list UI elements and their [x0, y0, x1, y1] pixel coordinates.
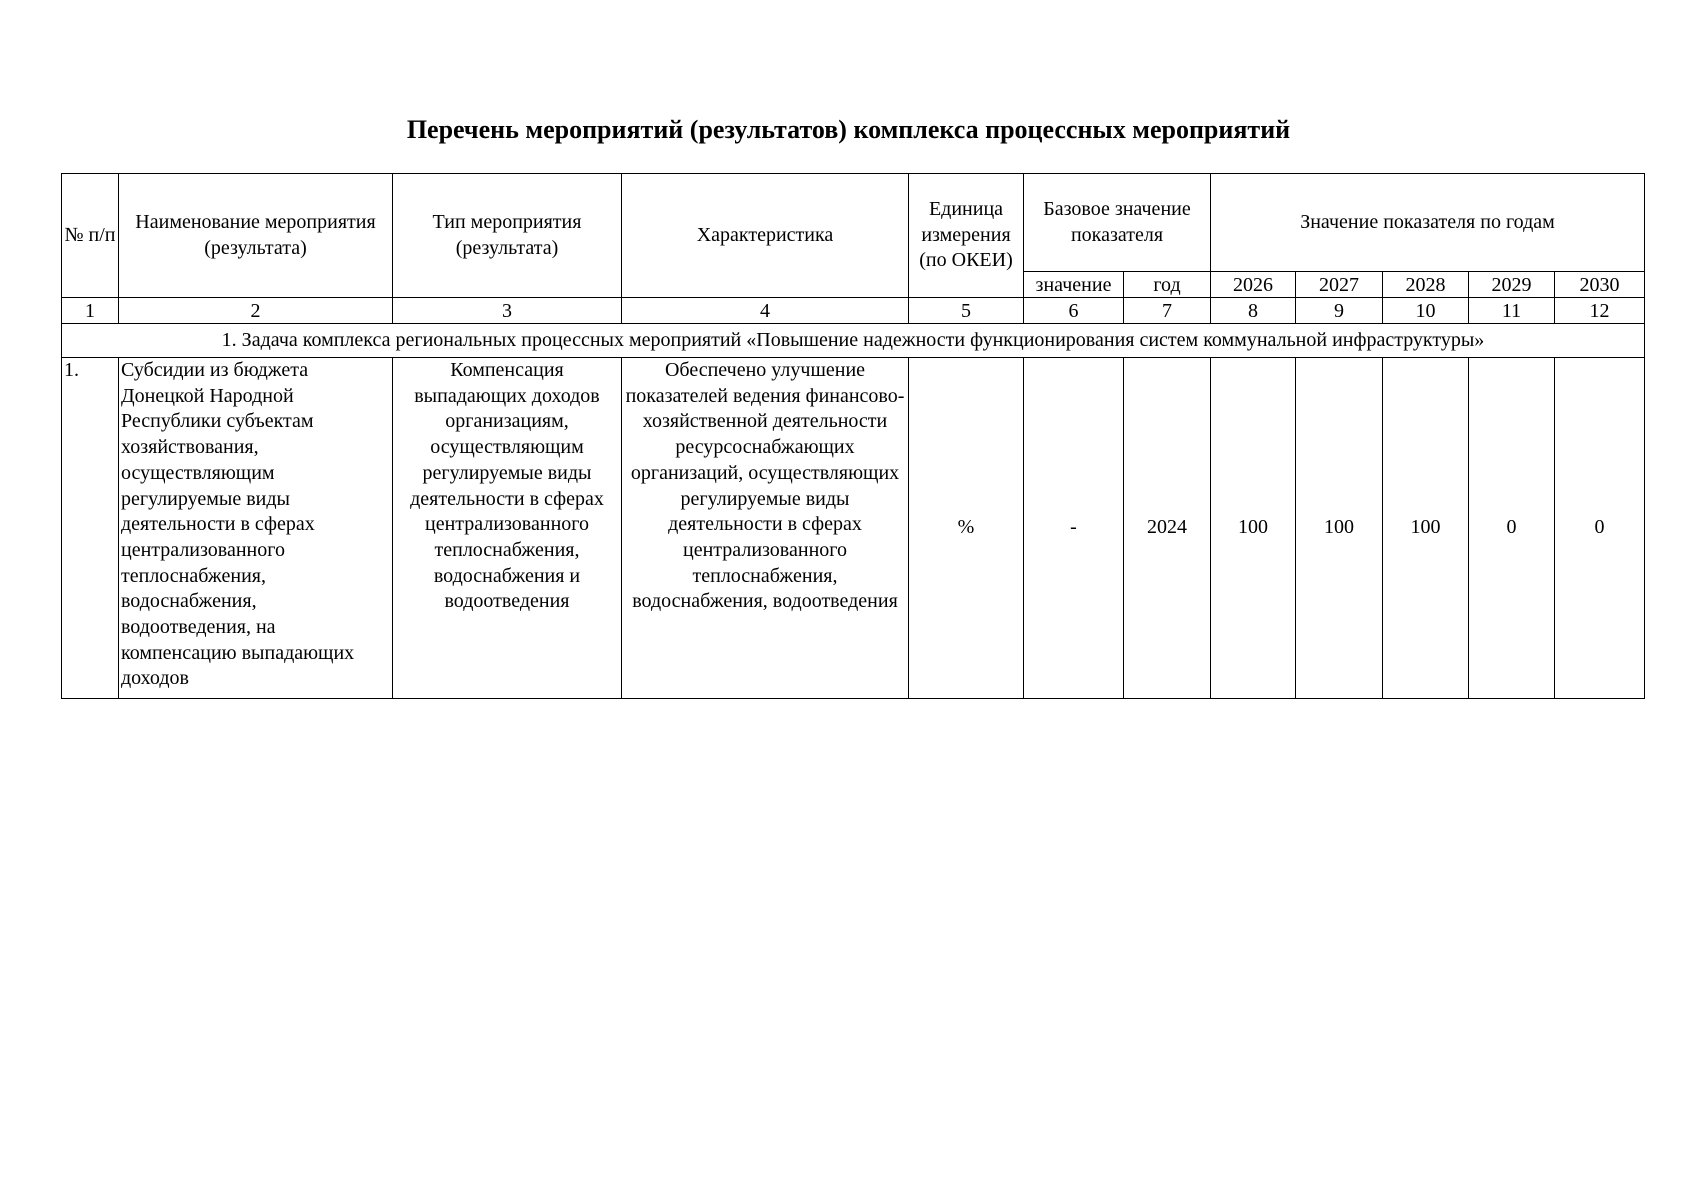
row-value-2030: 0 — [1555, 358, 1645, 699]
column-number: 9 — [1296, 298, 1383, 324]
header-name: Наименование мероприятия (результата) — [119, 174, 393, 298]
column-number: 8 — [1211, 298, 1296, 324]
table-row — [62, 358, 1645, 699]
header-base: Базовое значение показателя — [1024, 174, 1211, 272]
header-year: 2027 — [1296, 272, 1383, 298]
row-value-2026: 100 — [1211, 358, 1296, 699]
row-value-2027: 100 — [1296, 358, 1383, 699]
column-number: 2 — [119, 298, 393, 324]
header-unit: Единица измерения (по ОКЕИ) — [909, 174, 1024, 298]
header-row — [62, 174, 1645, 272]
header-type: Тип мероприятия (результата) — [393, 174, 622, 298]
row-num: 1. — [62, 358, 119, 699]
column-number: 12 — [1555, 298, 1645, 324]
header-years-title: Значение показателя по годам — [1211, 174, 1645, 272]
header-year: 2030 — [1555, 272, 1645, 298]
row-base-year: 2024 — [1124, 358, 1211, 699]
activities-table — [61, 173, 1645, 699]
row-unit: % — [909, 358, 1024, 699]
header-num: № п/п — [62, 174, 119, 298]
row-base-value: - — [1024, 358, 1124, 699]
row-name: Субсидии из бюджета Донецкой Народной Республики субъектам хозяйствования, осуществляющим регулируемые виды деятельности в сферах централизованного теплоснабжения, водоснабжения, водоотведения, на компенсацию выпадающих доходов — [119, 358, 393, 699]
task-title: 1. Задача комплекса региональных процессных мероприятий «Повышение надежности функционирования систем коммунальной инфраструктуры» — [62, 324, 1645, 358]
row-value-2028: 100 — [1383, 358, 1469, 699]
column-number: 10 — [1383, 298, 1469, 324]
header-base-value: значение — [1024, 272, 1124, 298]
column-number: 7 — [1124, 298, 1211, 324]
header-year: 2029 — [1469, 272, 1555, 298]
column-number: 3 — [393, 298, 622, 324]
document-title: Перечень мероприятий (результатов) комплекса процессных мероприятий — [406, 115, 1291, 144]
column-number: 1 — [62, 298, 119, 324]
column-number: 4 — [622, 298, 909, 324]
header-year: 2028 — [1383, 272, 1469, 298]
row-characteristic: Обеспечено улучшение показателей ведения финансово-хозяйственной деятельности ресурсоснабжающих организаций, осуществляющих регулируемые виды деятельности в сферах централизованного теплоснабжения, водоснабжения, водоотведения — [622, 358, 909, 699]
column-number: 11 — [1469, 298, 1555, 324]
header-characteristic: Характеристика — [622, 174, 909, 298]
row-value-2029: 0 — [1469, 358, 1555, 699]
column-number: 5 — [909, 298, 1024, 324]
column-number: 6 — [1024, 298, 1124, 324]
task-row — [62, 324, 1645, 358]
column-number-row — [62, 298, 1645, 324]
header-year: 2026 — [1211, 272, 1296, 298]
header-base-year: год — [1124, 272, 1211, 298]
row-type: Компенсация выпадающих доходов организациям, осуществляющим регулируемые виды деятельности в сферах централизованного теплоснабжения, водоснабжения и водоотведения — [393, 358, 622, 699]
